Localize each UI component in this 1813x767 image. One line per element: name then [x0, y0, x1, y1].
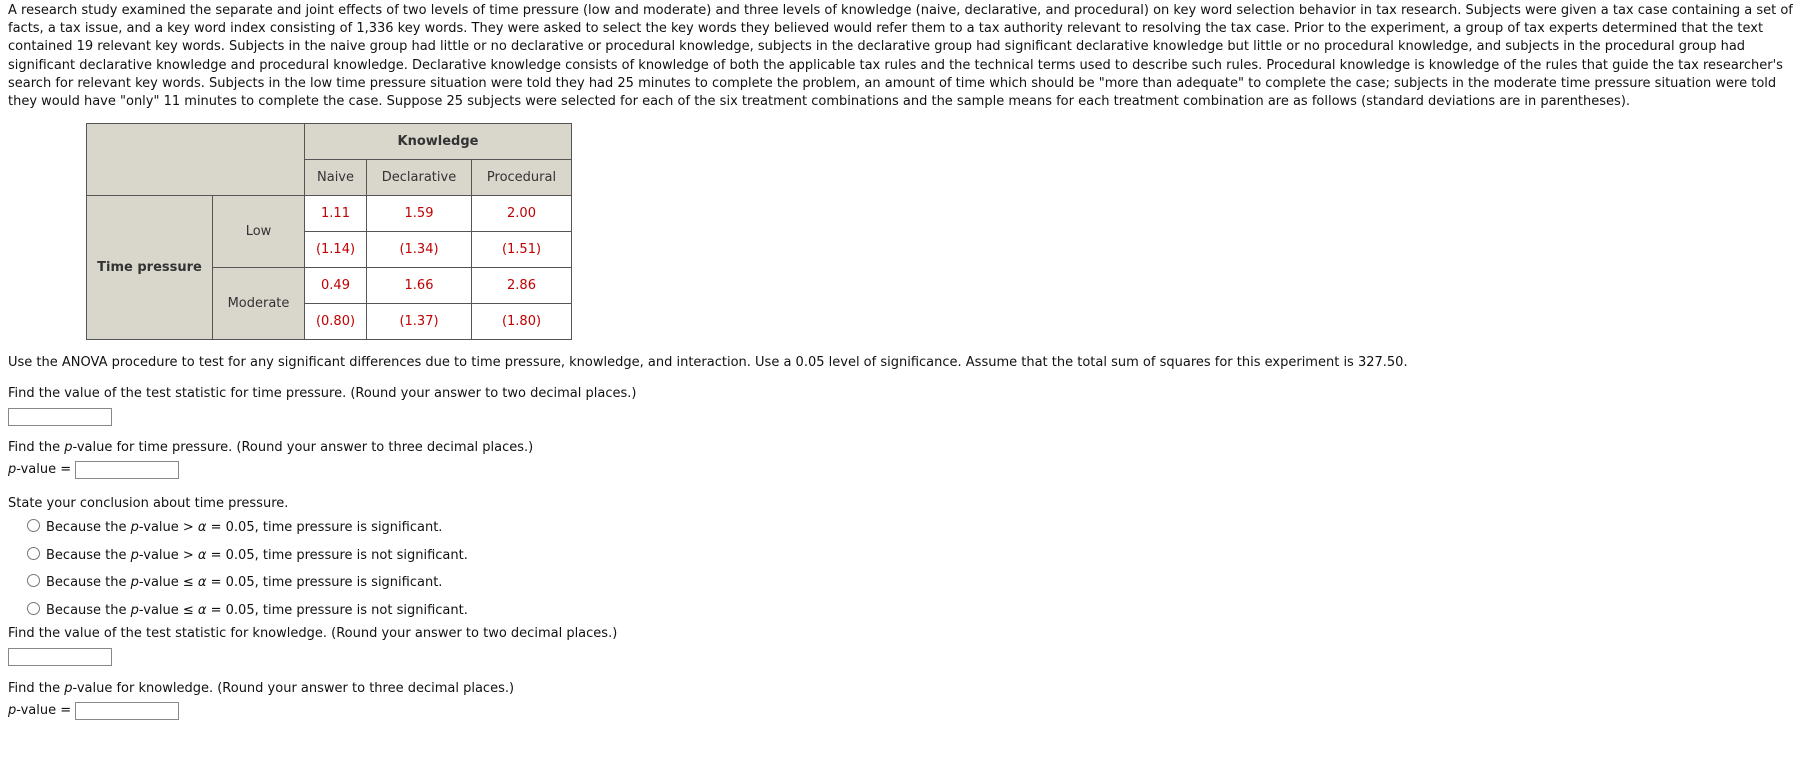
- time-pressure-statistic-input[interactable]: [8, 408, 112, 426]
- knowledge-statistic-input[interactable]: [8, 648, 112, 666]
- sd-moderate-procedural: (1.80): [472, 304, 572, 340]
- sd-low-naive: (1.14): [305, 232, 367, 268]
- radio-button[interactable]: [27, 519, 40, 532]
- conclusion-option[interactable]: Because the p-value ≤ α = 0.05, time pressure is not significant.: [27, 597, 1803, 625]
- mean-low-naive: 1.11: [305, 196, 367, 232]
- conclusion-option[interactable]: Because the p-value ≤ α = 0.05, time pressure is significant.: [27, 569, 1803, 597]
- means-table: [86, 123, 572, 340]
- question-time-pressure-statistic: Find the value of the test statistic for time pressure. (Round your answer to two decimal places.): [8, 386, 637, 402]
- sd-low-declarative: (1.34): [367, 232, 472, 268]
- radio-button[interactable]: [27, 547, 40, 560]
- question-time-pressure-pvalue: Find the p-value for time pressure. (Round your answer to three decimal places.): [8, 440, 534, 456]
- time-pressure-pvalue-row: p-value =: [8, 460, 1803, 480]
- mean-moderate-naive: 0.49: [305, 268, 367, 304]
- conclusion-option[interactable]: Because the p-value > α = 0.05, time pressure is significant.: [27, 514, 1803, 542]
- col-header-naive: Naive: [305, 160, 367, 196]
- knowledge-pvalue-input[interactable]: [75, 702, 179, 720]
- row-header-moderate: Moderate: [213, 268, 305, 340]
- question-knowledge-pvalue: Find the p-value for knowledge. (Round your answer to three decimal places.): [8, 681, 515, 697]
- mean-moderate-declarative: 1.66: [367, 268, 472, 304]
- col-group-header: Knowledge: [305, 124, 572, 160]
- col-header-procedural: Procedural: [472, 160, 572, 196]
- radio-button[interactable]: [27, 574, 40, 587]
- row-group-header: Time pressure: [87, 196, 213, 340]
- mean-low-procedural: 2.00: [472, 196, 572, 232]
- conclusion-option[interactable]: Because the p-value > α = 0.05, time pressure is not significant.: [27, 542, 1803, 570]
- knowledge-pvalue-row: p-value =: [8, 701, 1803, 721]
- table-corner: [87, 124, 305, 196]
- row-header-low: Low: [213, 196, 305, 268]
- conclusion-options: [8, 514, 1803, 624]
- mean-low-declarative: 1.59: [367, 196, 472, 232]
- sd-moderate-declarative: (1.37): [367, 304, 472, 340]
- mean-moderate-procedural: 2.86: [472, 268, 572, 304]
- sd-low-procedural: (1.51): [472, 232, 572, 268]
- time-pressure-pvalue-input[interactable]: [75, 461, 179, 479]
- radio-button[interactable]: [27, 602, 40, 615]
- question-knowledge-statistic: Find the value of the test statistic for knowledge. (Round your answer to two decimal places.): [8, 626, 618, 642]
- problem-intro: A research study examined the separate and joint effects of two levels of time pressure (low and moderate) and three levels of knowledge (naive, declarative, and procedural) on key word selection behavior in tax research. Subjects were given a tax case containing a set of facts, a tax issue, and a key word index consisting of 1,336 key words. They were asked to select the key words they believed would refer them to a tax authority relevant to resolving the tax case. Prior to the experiment, a group of tax experts determined that the text contained 19 relevant key words. Subjects in the naive group had little or no declarative or procedural knowledge, subjects in the declarative group had significant declarative knowledge but little or no procedural knowledge, and subjects in the procedural group had significant declarative knowledge and procedural knowledge. Declarative knowledge consists of knowledge of both the applicable tax rules and the technical terms used to describe such rules. Procedural knowledge is knowledge of the rules that guide the tax researcher's search for relevant key words. Subjects in the low time pressure situation were told they had 25 minutes to complete the problem, an amount of time which should be "more than adequate" to complete the case; subjects in the moderate time pressure situation were told they would have "only" 11 minutes to complete the case. Suppose 25 subjects were selected for each of the six treatment combinations and the sample means for each treatment combination are as follows (standard deviations are in parentheses).: [8, 3, 1793, 110]
- anova-instruction: Use the ANOVA procedure to test for any significant differences due to time pressure, knowledge, and interaction. Use a 0.05 level of significance. Assume that the total sum of squares for this experiment is 327.50.: [8, 355, 1408, 371]
- sd-moderate-naive: (0.80): [305, 304, 367, 340]
- col-header-declarative: Declarative: [367, 160, 472, 196]
- question-time-pressure-conclusion: State your conclusion about time pressure.: [8, 496, 289, 512]
